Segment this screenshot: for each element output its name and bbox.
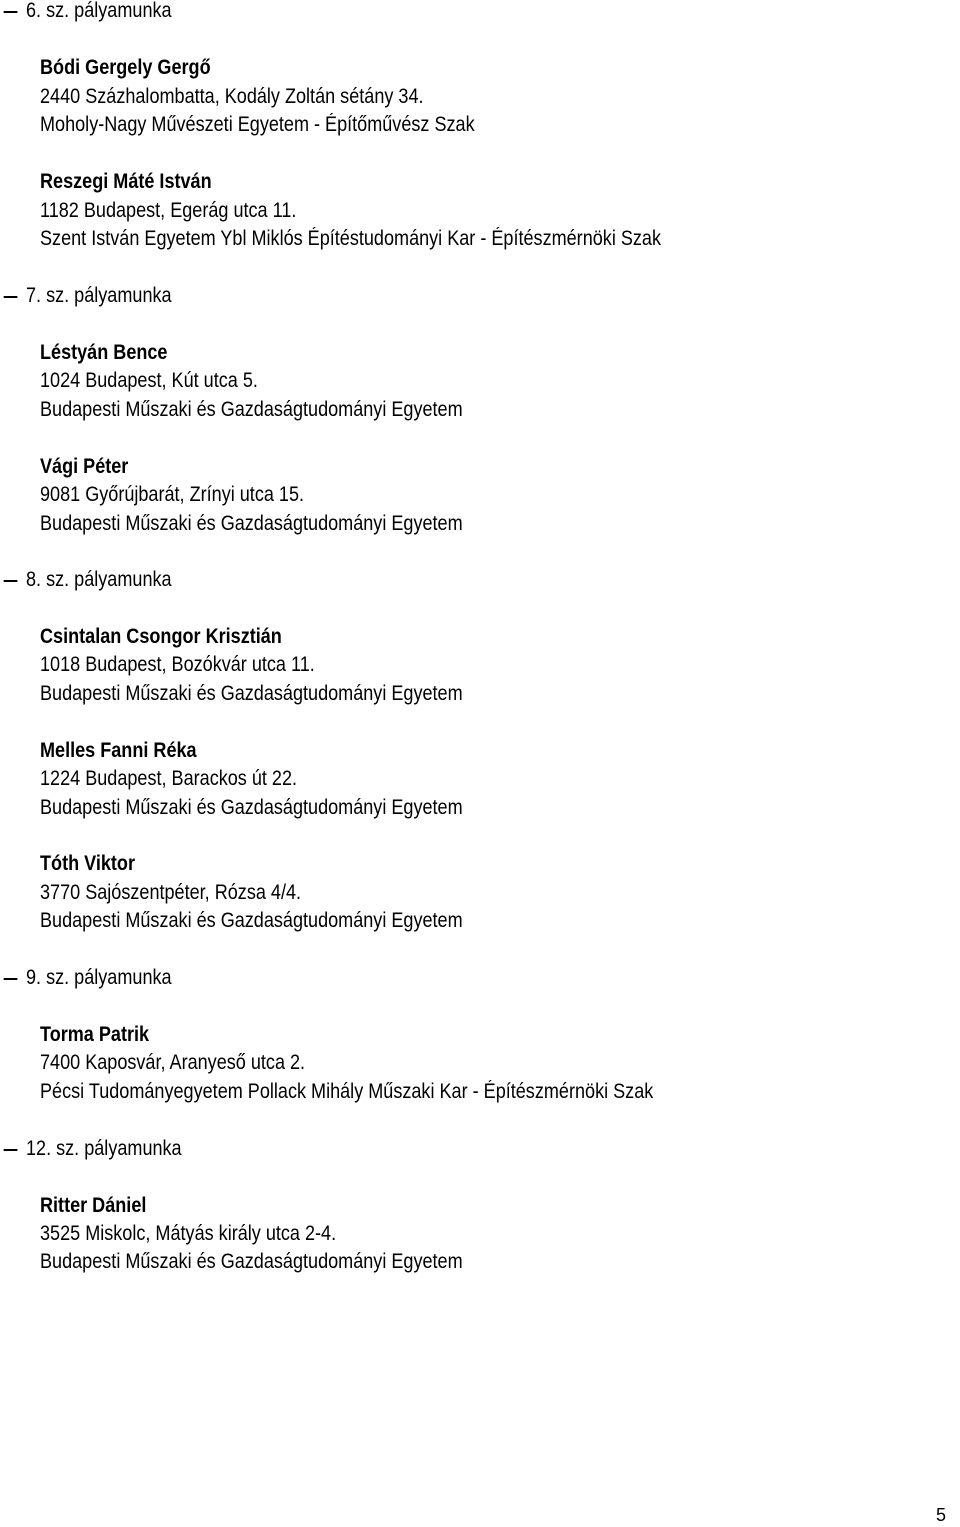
entrant-school: Moholy-Nagy Művészeti Egyetem - Építőművész Szak (40, 113, 475, 136)
entrant-address: 1224 Budapest, Barackos út 22. (40, 767, 298, 790)
entrant-name: Csintalan Csongor Krisztián (40, 625, 282, 648)
entrant-address: 3770 Sajószentpéter, Rózsa 4/4. (40, 881, 302, 904)
entrant-address: 1024 Budapest, Kút utca 5. (40, 369, 258, 392)
entrant-name: Torma Patrik (40, 1023, 150, 1046)
dash-bullet (4, 580, 18, 582)
section-heading-text: 7. sz. pályamunka (26, 284, 172, 307)
entrant-name: Melles Fanni Réka (40, 739, 197, 762)
dash-bullet (4, 11, 18, 13)
entrant-name: Reszegi Máté István (40, 170, 212, 193)
section-heading-text: 9. sz. pályamunka (26, 966, 172, 989)
entrant-address: 2440 Százhalombatta, Kodály Zoltán sétány 34. (40, 85, 424, 108)
section-heading (26, 284, 172, 308)
section-heading (26, 568, 172, 592)
section-heading-text: 12. sz. pályamunka (26, 1137, 182, 1160)
entrant-name: Tóth Viktor (40, 852, 135, 875)
entrant-school: Budapesti Műszaki és Gazdaságtudományi Egyetem (40, 398, 463, 421)
entrant-school: Szent István Egyetem Ybl Miklós Építéstudományi Kar - Építészmérnöki Szak (40, 227, 662, 250)
section-heading (26, 0, 172, 23)
entrant-school: Budapesti Műszaki és Gazdaságtudományi Egyetem (40, 909, 463, 932)
entrant-school: Budapesti Műszaki és Gazdaságtudományi Egyetem (40, 682, 463, 705)
section-heading-text: 6. sz. pályamunka (26, 0, 172, 22)
entrant-address: 1182 Budapest, Egerág utca 11. (40, 199, 297, 222)
dash-bullet (4, 978, 18, 980)
entrant-school: Pécsi Tudományegyetem Pollack Mihály Műszaki Kar - Építészmérnöki Szak (40, 1080, 654, 1103)
page-number: 5 (935, 1505, 946, 1525)
entrant-address: 9081 Győrújbarát, Zrínyi utca 15. (40, 483, 305, 506)
entrant-name: Vági Péter (40, 455, 129, 478)
entrant-school: Budapesti Műszaki és Gazdaságtudományi Egyetem (40, 512, 463, 535)
entrant-name: Bódi Gergely Gergő (40, 56, 211, 79)
dash-bullet (4, 1149, 18, 1151)
dash-bullet (4, 296, 18, 298)
section-heading-text: 8. sz. pályamunka (26, 568, 172, 591)
section-heading (26, 966, 172, 990)
entrant-name: Ritter Dániel (40, 1194, 147, 1217)
entrant-school: Budapesti Műszaki és Gazdaságtudományi Egyetem (40, 1250, 463, 1273)
entrant-school: Budapesti Műszaki és Gazdaságtudományi Egyetem (40, 796, 463, 819)
entrant-address: 7400 Kaposvár, Aranyeső utca 2. (40, 1051, 306, 1074)
entrant-address: 1018 Budapest, Bozókvár utca 11. (40, 653, 315, 676)
entrant-address: 3525 Miskolc, Mátyás király utca 2-4. (40, 1222, 337, 1245)
entrant-name: Léstyán Bence (40, 341, 168, 364)
section-heading (26, 1137, 182, 1161)
